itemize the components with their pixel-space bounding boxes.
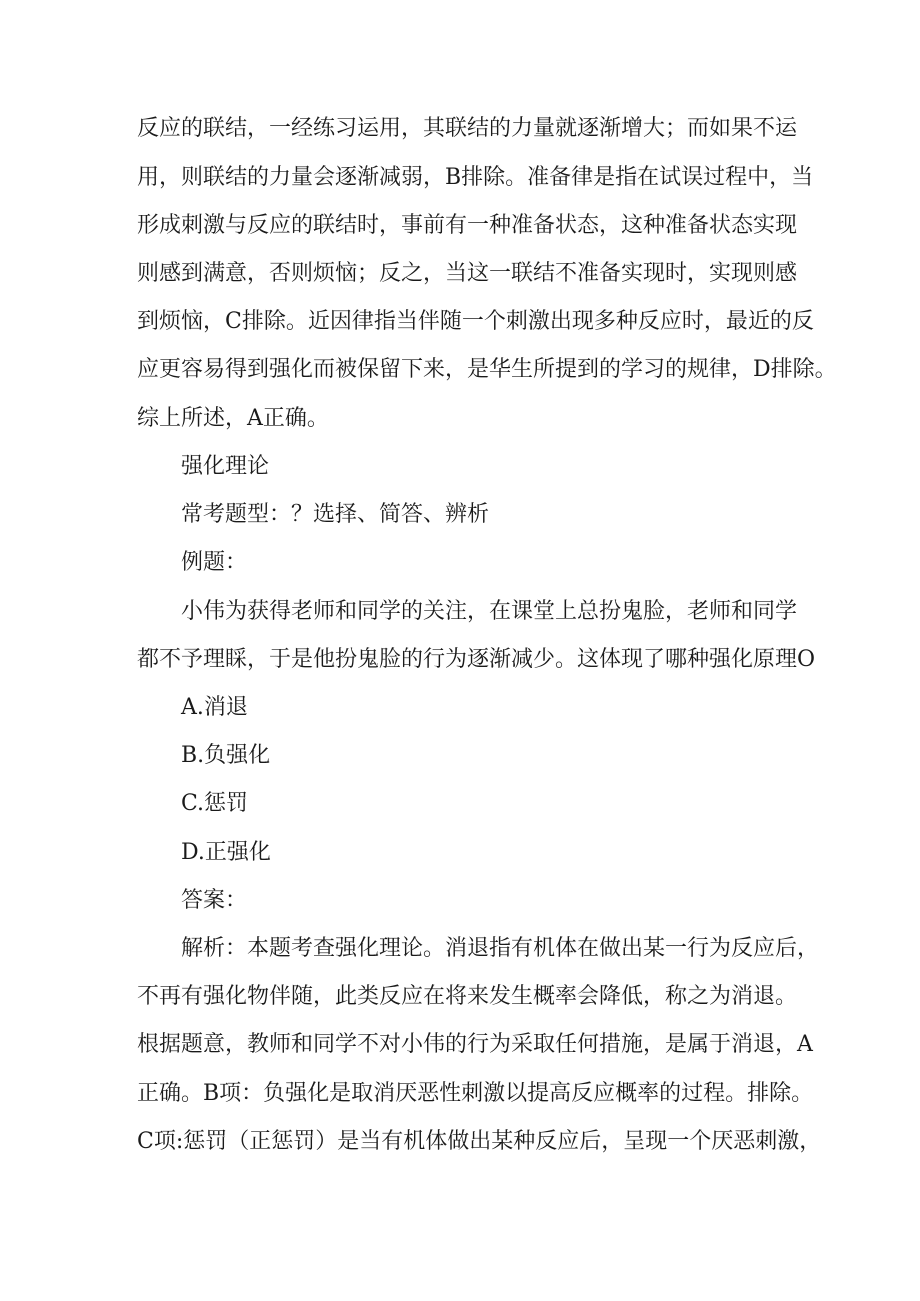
text-line: 到烦恼，C排除。近因律指当伴随一个刺激出现多种反应时，最近的反 — [137, 309, 814, 334]
option-a: A.消退 — [181, 695, 248, 720]
analysis-line: 正确。B项：负强化是取消厌恶性刺激以提高反应概率的过程。排除。 — [137, 1081, 814, 1106]
answer-label: 答案： — [181, 888, 248, 913]
text-line: 用，则联结的力量会逐渐减弱，B排除。准备律是指在试误过程中，当 — [137, 165, 814, 190]
question-line: 都不予理睬，于是他扮鬼脸的行为逐渐减少。这体现了哪种强化原理O — [137, 647, 816, 672]
option-b: B.负强化 — [181, 743, 271, 768]
question-line: 小伟为获得老师和同学的关注，在课堂上总扮鬼脸，老师和同学 — [181, 599, 798, 624]
text-line: 反应的联结，一经练习运用，其联结的力量就逐渐增大；而如果不运 — [137, 116, 798, 141]
section-title: 强化理论 — [181, 454, 270, 479]
analysis-line: C项:惩罚（正惩罚）是当有机体做出某种反应后，呈现一个厌恶刺激， — [137, 1129, 822, 1154]
option-c: C.惩罚 — [181, 791, 249, 816]
analysis-line: 不再有强化物伴随，此类反应在将来发生概率会降低，称之为消退。 — [137, 984, 798, 1009]
analysis-line: 解析：本题考查强化理论。消退指有机体在做出某一行为反应后， — [181, 936, 820, 961]
example-label: 例题： — [181, 550, 248, 575]
text-line: 形成刺激与反应的联结时，事前有一种准备状态，这种准备状态实现 — [137, 213, 798, 238]
analysis-line: 根据题意，教师和同学不对小伟的行为采取任何措施，是属于消退，A — [137, 1032, 813, 1057]
option-d: D.正强化 — [181, 840, 271, 865]
exam-types: 常考题型：？选择、简答、辨析 — [181, 502, 490, 527]
text-line: 应更容易得到强化而被保留下来，是华生所提到的学习的规律，D排除。 — [137, 357, 837, 382]
text-line: 综上所述，A正确。 — [137, 406, 329, 431]
text-line: 则感到满意，否则烦恼；反之，当这一联结不准备实现时，实现则感 — [137, 261, 798, 286]
